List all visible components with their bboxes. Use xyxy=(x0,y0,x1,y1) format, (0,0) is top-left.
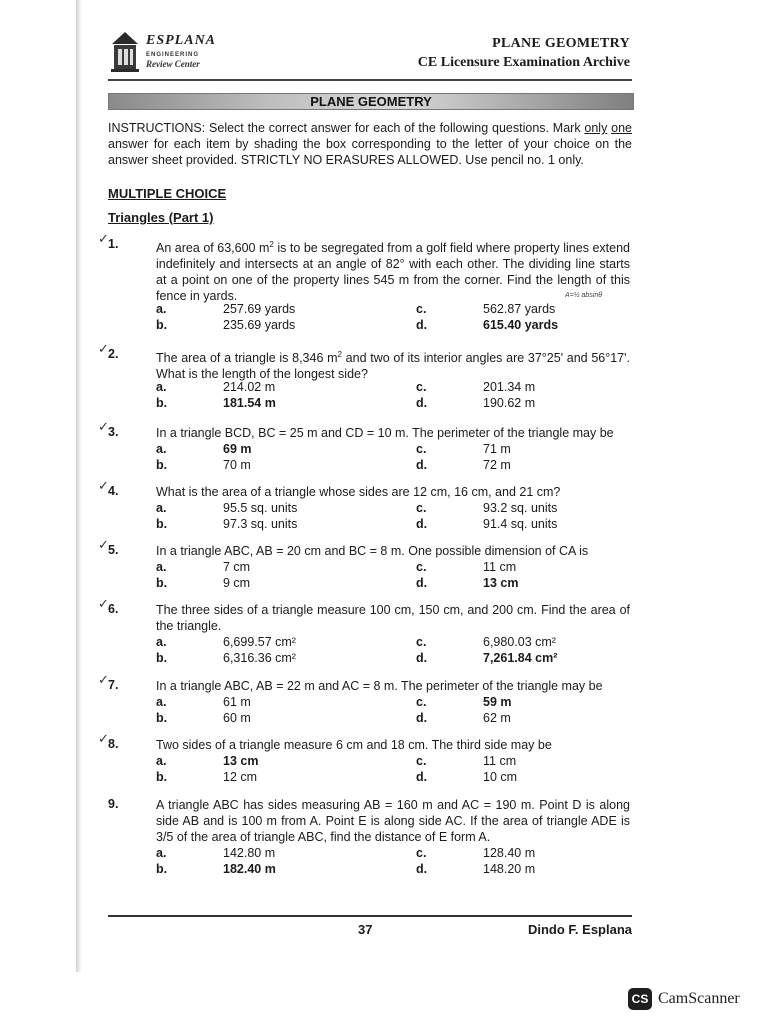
instructions xyxy=(108,120,632,168)
question-number: 2. xyxy=(108,347,119,361)
header-subtitle: CE Licensure Examination Archive xyxy=(417,55,630,70)
footer-divider xyxy=(108,915,632,917)
banner-title: PLANE GEOMETRY xyxy=(310,94,432,109)
section-banner xyxy=(108,93,634,110)
option-letter-b: b. xyxy=(156,862,168,876)
logo-subtitle: Review Center xyxy=(146,59,200,69)
question-text-part: What is the area of a triangle whose sides are 12 cm, 16 cm, and 21 cm? xyxy=(156,485,561,499)
option-a: 95.5 sq. units xyxy=(223,501,298,515)
option-letter-c: c. xyxy=(416,635,427,649)
camscanner-name: CamScanner xyxy=(658,990,740,1007)
subsection-heading: Triangles (Part 1) xyxy=(108,210,214,225)
option-a: 69 m xyxy=(223,442,252,456)
check-mark-icon: ✓ xyxy=(98,419,109,434)
option-letter-d: d. xyxy=(416,651,428,665)
option-letter-b: b. xyxy=(156,576,168,590)
check-mark-icon: ✓ xyxy=(98,537,109,552)
logo-tagline: ENGINEERING xyxy=(146,52,200,58)
camscanner-watermark xyxy=(628,988,758,1014)
option-letter-d: d. xyxy=(416,517,428,531)
logo xyxy=(110,30,240,78)
option-d: 91.4 sq. units xyxy=(483,517,558,531)
option-c: 93.2 sq. units xyxy=(483,501,558,515)
question-text-part: and two of its interior angles are 37°25' and 56°17'. What is the length of the longest side? xyxy=(156,351,630,382)
page-number: 37 xyxy=(358,922,373,937)
option-letter-b: b. xyxy=(156,318,168,332)
option-b: 235.69 yards xyxy=(223,318,296,332)
question-text xyxy=(156,425,630,441)
question-text xyxy=(156,678,630,694)
option-letter-c: c. xyxy=(416,695,427,709)
logo-name: ESPLANA xyxy=(146,33,217,48)
instructions-only: only xyxy=(584,121,608,135)
question-text xyxy=(156,737,630,753)
option-d: 148.20 m xyxy=(483,862,536,876)
option-letter-a: a. xyxy=(156,846,167,860)
option-letter-d: d. xyxy=(416,318,428,332)
option-b: 182.40 m xyxy=(223,862,276,876)
question-text-part: is to be segregated from a golf field where property lines extend indefinitely and intersects at an angle of 82° with each other. The dividing line starts at a point on one of the property lines 545 m from the corner. Find the length of this fence in yards. xyxy=(156,241,630,304)
question-text-part: The three sides of a triangle measure 100 cm, 150 cm, and 200 cm. Find the area of the triangle. xyxy=(156,603,630,633)
option-a: 142.80 m xyxy=(223,846,276,860)
option-a: 13 cm xyxy=(223,754,259,768)
option-c: 11 cm xyxy=(483,560,517,574)
question-text-part: A triangle ABC has sides measuring AB = 160 m and AC = 190 m. Point D is along side AB and is 100 m from A. Point E is along side AC. If the area of triangle ADE is 3/5 of the area of triangle ABC, find the distance of E form A. xyxy=(156,798,630,844)
check-mark-icon: ✓ xyxy=(98,596,109,611)
question-number: 1. xyxy=(108,237,119,251)
option-c: 562.87 yards xyxy=(483,302,556,316)
check-mark-icon: ✓ xyxy=(98,672,109,687)
question-number: 4. xyxy=(108,484,119,498)
option-letter-c: c. xyxy=(416,560,427,574)
option-c: 11 cm xyxy=(483,754,517,768)
option-b: 60 m xyxy=(223,711,251,725)
question-text-part: Two sides of a triangle measure 6 cm and 18 cm. The third side may be xyxy=(156,738,552,752)
superscript: 2 xyxy=(269,240,274,249)
option-letter-c: c. xyxy=(416,442,427,456)
question-number: 9. xyxy=(108,797,119,811)
superscript: 2 xyxy=(337,350,342,359)
option-a: 214.02 m xyxy=(223,380,276,394)
check-mark-icon: ✓ xyxy=(98,341,109,356)
option-b: 6,316.36 cm² xyxy=(223,651,296,665)
option-letter-d: d. xyxy=(416,711,428,725)
handwritten-note: A=½ absinθ xyxy=(565,292,603,299)
option-c: 59 m xyxy=(483,695,512,709)
question-text-part: The area of a triangle is 8,346 m xyxy=(156,351,338,366)
question-text xyxy=(156,347,630,382)
option-letter-a: a. xyxy=(156,754,167,768)
option-b: 9 cm xyxy=(223,576,251,590)
option-letter-a: a. xyxy=(156,635,167,649)
option-letter-a: a. xyxy=(156,501,167,515)
option-letter-d: d. xyxy=(416,458,428,472)
header-title: PLANE GEOMETRY xyxy=(492,36,630,51)
option-letter-a: a. xyxy=(156,695,167,709)
question-number: 6. xyxy=(108,602,119,616)
option-a: 6,699.57 cm² xyxy=(223,635,296,649)
question-text xyxy=(156,602,630,634)
option-d: 10 cm xyxy=(483,770,518,784)
question-text-part: An area of 63,600 m xyxy=(156,241,270,256)
logo-building-icon xyxy=(110,30,140,74)
option-letter-b: b. xyxy=(156,517,168,531)
header-divider xyxy=(108,79,632,81)
section-heading: MULTIPLE CHOICE xyxy=(108,186,227,201)
instructions-text: INSTRUCTIONS: Select the correct answer for each of the following questions. Mark xyxy=(108,121,585,135)
option-b: 70 m xyxy=(223,458,251,472)
option-letter-a: a. xyxy=(156,380,167,394)
question-text xyxy=(156,543,630,559)
option-letter-b: b. xyxy=(156,711,168,725)
option-letter-b: b. xyxy=(156,396,168,410)
option-letter-a: a. xyxy=(156,560,167,574)
option-a: 7 cm xyxy=(223,560,251,574)
question-number: 7. xyxy=(108,678,119,692)
option-letter-b: b. xyxy=(156,770,168,784)
check-mark-icon: ✓ xyxy=(98,731,109,746)
option-letter-c: c. xyxy=(416,846,427,860)
option-b: 181.54 m xyxy=(223,396,276,410)
option-c: 6,980.03 cm² xyxy=(483,635,556,649)
option-letter-a: a. xyxy=(156,302,167,316)
camscanner-logo-icon: CS xyxy=(628,988,652,1010)
option-d: 13 cm xyxy=(483,576,519,590)
option-letter-a: a. xyxy=(156,442,167,456)
question-text-part: In a triangle BCD, BC = 25 m and CD = 10 m. The perimeter of the triangle may be xyxy=(156,426,614,440)
question-text-part: In a triangle ABC, AB = 20 cm and BC = 8 m. One possible dimension of CA is xyxy=(156,544,589,558)
question-text-part: In a triangle ABC, AB = 22 m and AC = 8 m. The perimeter of the triangle may be xyxy=(156,679,603,693)
option-c: 201.34 m xyxy=(483,380,536,394)
document-page xyxy=(82,0,662,980)
option-letter-d: d. xyxy=(416,576,428,590)
option-d: 7,261.84 cm² xyxy=(483,651,558,665)
option-letter-b: b. xyxy=(156,651,168,665)
option-letter-d: d. xyxy=(416,770,428,784)
question-text xyxy=(156,237,630,304)
option-letter-b: b. xyxy=(156,458,168,472)
option-letter-c: c. xyxy=(416,302,427,316)
option-letter-c: c. xyxy=(416,501,427,515)
option-d: 615.40 yards xyxy=(483,318,559,332)
author-name: Dindo F. Esplana xyxy=(527,922,632,937)
option-c: 128.40 m xyxy=(483,846,536,860)
option-b: 97.3 sq. units xyxy=(223,517,298,531)
option-c: 71 m xyxy=(483,442,511,456)
question-number: 5. xyxy=(108,543,119,557)
question-text xyxy=(156,797,630,845)
check-mark-icon: ✓ xyxy=(98,478,109,493)
option-d: 190.62 m xyxy=(483,396,536,410)
option-a: 61 m xyxy=(223,695,251,709)
instructions-text-end: answer for each item by shading the box corresponding to the letter of your choice on the answer sheet provided. STRICTLY NO ERASURES ALLOWED. Use pencil no. 1 only. xyxy=(108,137,632,167)
option-d: 72 m xyxy=(483,458,511,472)
check-mark-icon: ✓ xyxy=(98,231,109,246)
option-letter-d: d. xyxy=(416,862,428,876)
option-letter-d: d. xyxy=(416,396,428,410)
instructions-one: one xyxy=(611,121,632,135)
option-b: 12 cm xyxy=(223,770,258,784)
option-a: 257.69 yards xyxy=(223,302,296,316)
question-number: 8. xyxy=(108,737,119,751)
question-text xyxy=(156,484,630,500)
option-letter-c: c. xyxy=(416,380,427,394)
option-letter-c: c. xyxy=(416,754,427,768)
question-number: 3. xyxy=(108,425,119,439)
option-d: 62 m xyxy=(483,711,511,725)
